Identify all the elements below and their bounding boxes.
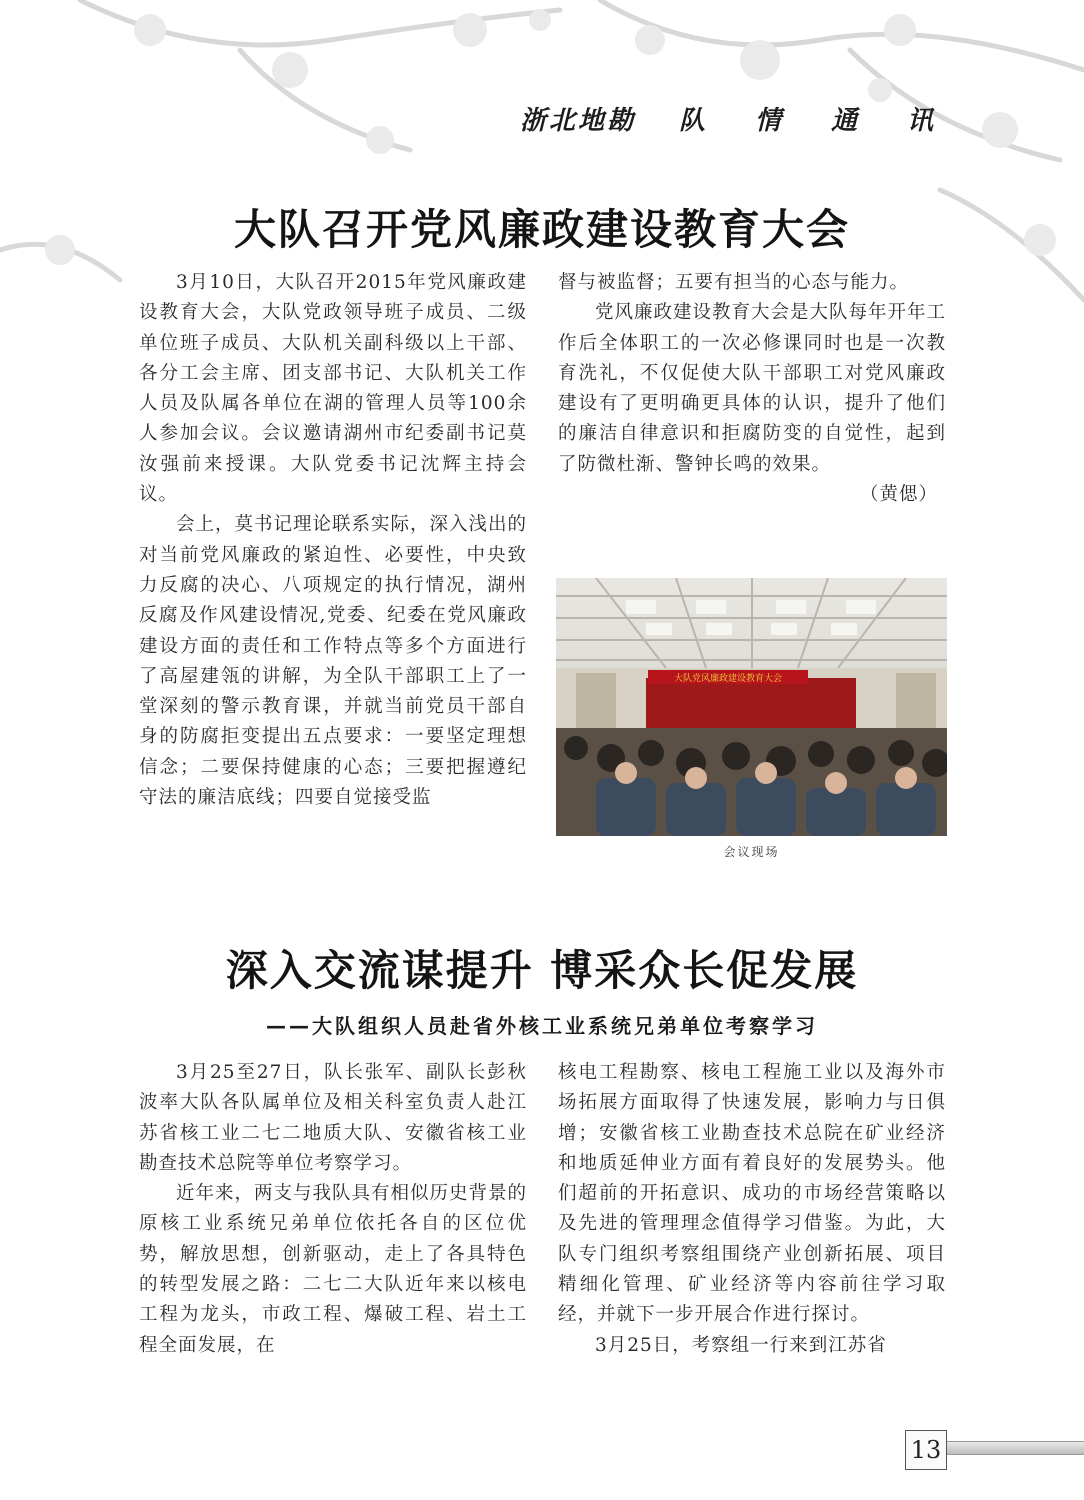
masthead-char-1: 队 [678, 105, 705, 136]
article2-left-column [139, 1058, 527, 1361]
article1-right-column [558, 268, 946, 510]
article1-paragraph: 3月10日，大队召开2015年党风廉政建设教育大会，大队党政领导班子成员、二级单位班子成员、大队机关副科级以上干部、各分工会主席、团支部书记、大队机关工作人员及队属各单位在湖的管理人员等100余人参加会议。会议邀请湖州市纪委副书记莫汝强前来授课。大队党委书记沈辉主持会议。 [139, 272, 527, 506]
masthead-char-3: 通 [830, 105, 857, 136]
meeting-photo-illustration [556, 578, 947, 836]
article1-left-column [139, 268, 527, 813]
article2-paragraph: 核电工程勘察、核电工程施工业以及海外市场拓展方面取得了快速发展，影响力与日俱增；安徽省核工业勘查技术总院在矿业经济和地质延伸业方面有着良好的发展势头。他们超前的开拓意识、成功的市场经营策略以及先进的管理理念值得学习借鉴。为此，大队专门组织考察组围绕产业创新拓展、项目精细化管理、矿业经济等内容前往学习取经，并就下一步开展合作进行探讨。 [558, 1062, 946, 1326]
masthead-org: 浙北地勘 [520, 105, 637, 136]
page-number: 13 [905, 1430, 947, 1470]
article1-paragraph: 督与被监督；五要有担当的心态与能力。 [558, 272, 910, 293]
masthead [520, 100, 940, 136]
masthead-char-4: 讯 [906, 105, 933, 136]
page-number-bar [947, 1441, 1084, 1455]
meeting-photo [556, 578, 947, 836]
article1-author: （黄偲） [859, 484, 938, 506]
article2-paragraph: 3月25日，考察组一行来到江苏省 [595, 1334, 887, 1356]
article1-paragraph: 党风廉政建设教育大会是大队每年开年工作后全体职工的一次必修课同时也是一次教育洗礼，不仅促使大队干部职工对党风廉政建设有了更明确更具体的认识，提升了他们的廉洁自律意识和拒腐防变的自觉性，起到了防微杜渐、警钟长鸣的效果。 [558, 302, 947, 475]
meeting-banner-text: 大队党风廉政建设教育大会 [673, 674, 783, 684]
article2-paragraph: 3月25至27日，队长张军、副队长彭秋波率大队各队属单位及相关科室负责人赴江苏省核工业二七二地质大队、安徽省核工业勘查技术总院等单位考察学习。 [139, 1062, 527, 1174]
article2-subtitle: ——大队组织人员赴省外核工业系统兄弟单位考察学习 [266, 1014, 818, 1038]
article2-right-column [558, 1058, 946, 1361]
article2-paragraph: 近年来，两支与我队具有相似历史背景的原核工业系统兄弟单位依托各自的区位优势，解放思想，创新驱动，走上了各具特色的转型发展之路：二七二大队近年来以核电工程为龙头，市政工程、爆破工程、岩土工程全面发展，在 [139, 1183, 528, 1356]
article1-paragraph: 会上，莫书记理论联系实际，深入浅出的对当前党风廉政的紧迫性、必要性，中央致力反腐的决心、八项规定的执行情况，湖州反腐及作风建设情况,党委、纪委在党风廉政建设方面的责任和工作特点等多个方面进行了高屋建瓴的讲解，为全队干部职工上了一堂深刻的警示教育课，并就当前党员干部自身的防腐拒变提出五点要求：一要坚定理想信念；二要保持健康的心态；三要把握遵纪守法的廉洁底线；四要自觉接受监 [139, 514, 528, 809]
article2-title: 深入交流谋提升 博采众长促发展 [225, 946, 859, 995]
photo-caption: 会议现场 [723, 845, 780, 859]
article1-title: 大队召开党风廉政建设教育大会 [233, 205, 850, 254]
masthead-char-2: 情 [754, 105, 781, 136]
